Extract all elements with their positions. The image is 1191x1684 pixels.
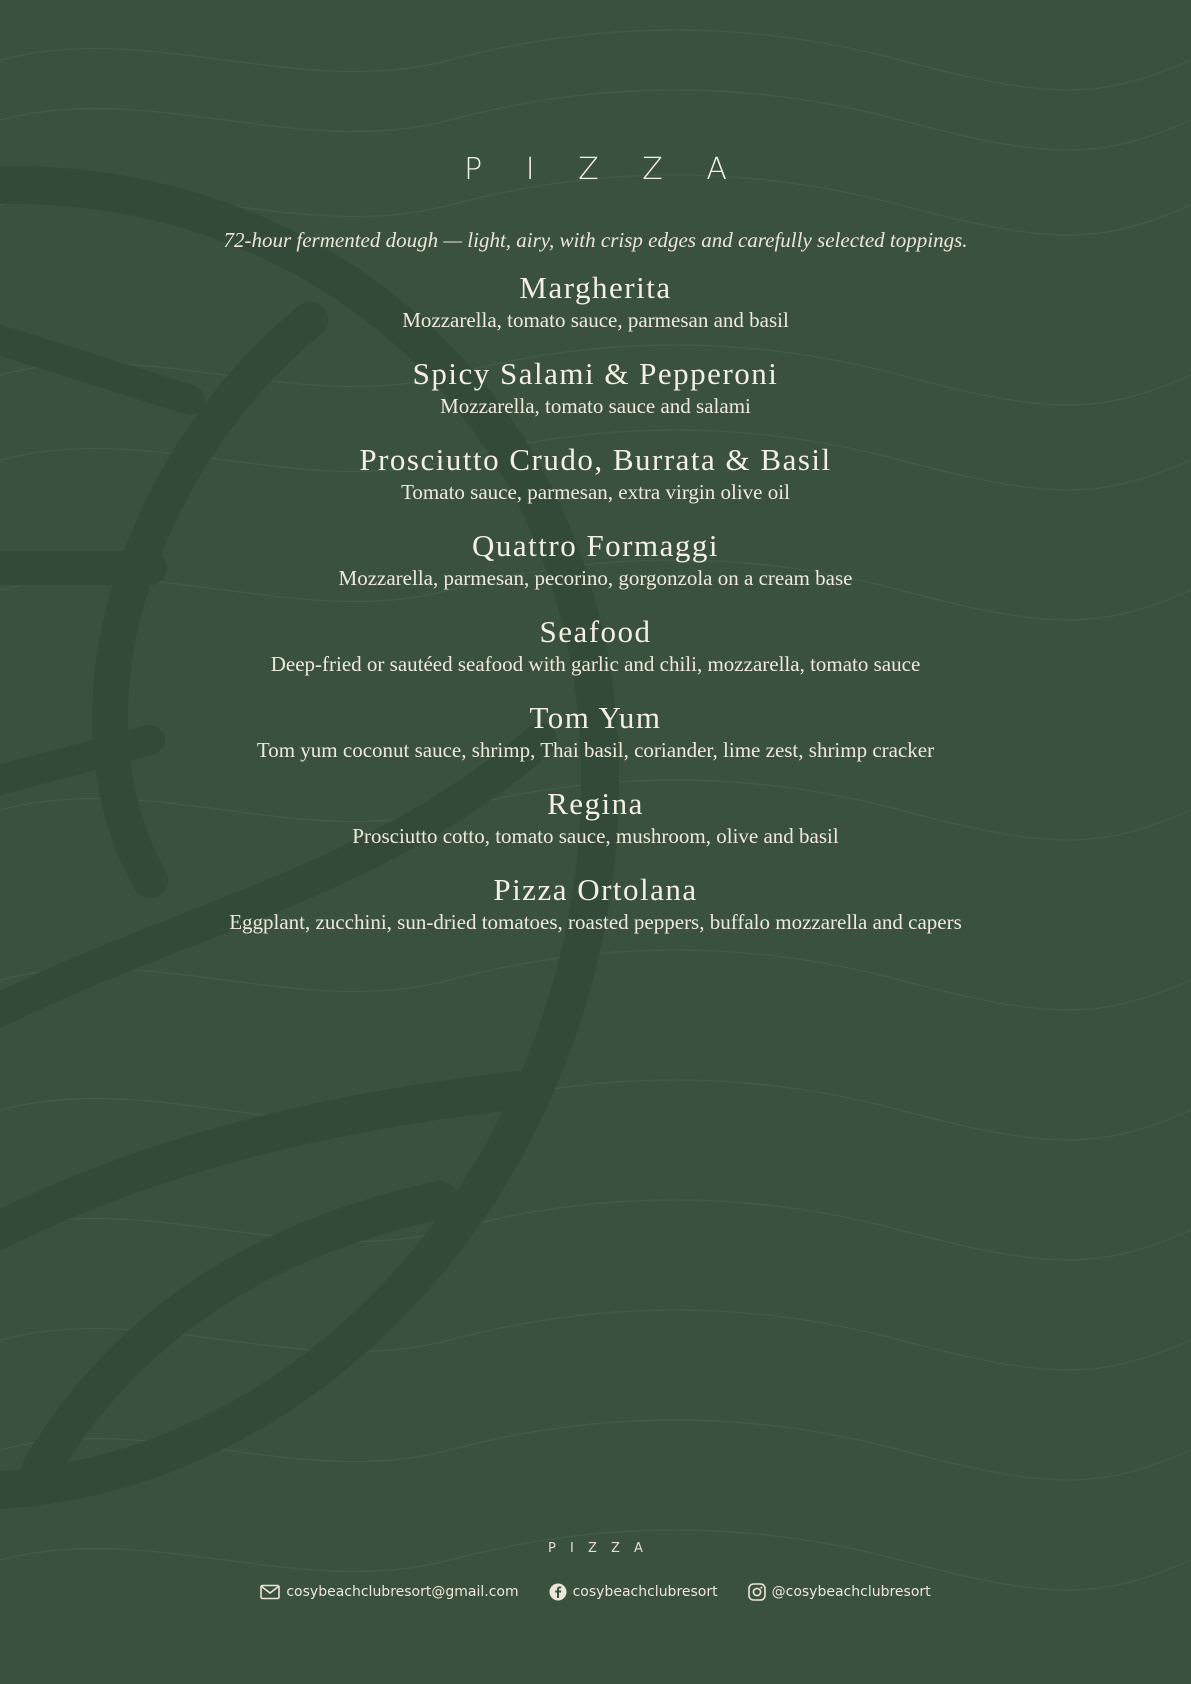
menu-item (0, 872, 1191, 958)
instagram-link[interactable]: @cosybeachclubresort (771, 1584, 931, 1600)
facebook-contact[interactable] (549, 1583, 718, 1601)
menu-item (0, 356, 1191, 442)
menu-item-name: Quattro Formaggi (472, 528, 719, 563)
page-title: P I Z Z A (464, 152, 744, 187)
menu-item-name: Regina (547, 786, 644, 821)
menu-item (0, 786, 1191, 872)
menu-item-description: Mozzarella, tomato sauce and salami (440, 394, 751, 418)
menu-item-name: Tom Yum (529, 700, 662, 735)
email-link[interactable]: cosybeachclubresort@gmail.com (286, 1584, 519, 1600)
menu-item (0, 270, 1191, 356)
menu-item (0, 614, 1191, 700)
footer-title: P I Z Z A (548, 1541, 648, 1556)
menu-item-description: Mozzarella, tomato sauce, parmesan and basil (402, 308, 789, 332)
facebook-icon (549, 1583, 567, 1601)
contact-bar (0, 1583, 1191, 1601)
menu-item-description: Tom yum coconut sauce, shrimp, Thai basil, coriander, lime zest, shrimp cracker (256, 738, 935, 762)
menu-item (0, 442, 1191, 528)
menu-item-description: Deep-fried or sautéed seafood with garlic and chili, mozzarella, tomato sauce (270, 652, 921, 676)
instagram-icon (748, 1583, 766, 1601)
menu-item-name: Spicy Salami & Pepperoni (412, 356, 779, 391)
menu-subtitle: 72-hour fermented dough — light, airy, with crisp edges and carefully selected toppings. (223, 228, 968, 252)
menu-item (0, 528, 1191, 614)
menu-item-description: Tomato sauce, parmesan, extra virgin olive oil (401, 480, 790, 504)
menu-item-description: Mozzarella, parmesan, pecorino, gorgonzola on a cream base (338, 566, 853, 590)
menu-item-name: Seafood (539, 614, 652, 649)
menu-item-description: Prosciutto cotto, tomato sauce, mushroom, olive and basil (352, 824, 839, 848)
email-contact[interactable] (260, 1583, 518, 1601)
menu-item-list (0, 270, 1191, 958)
menu-item-description: Eggplant, zucchini, sun-dried tomatoes, roasted peppers, buffalo mozzarella and capers (229, 910, 962, 934)
menu-item-name: Margherita (519, 270, 672, 305)
instagram-contact[interactable] (748, 1583, 931, 1601)
facebook-link[interactable]: cosybeachclubresort (572, 1584, 718, 1600)
menu-item (0, 700, 1191, 786)
mail-icon (260, 1584, 280, 1600)
menu-item-name: Prosciutto Crudo, Burrata & Basil (359, 442, 832, 477)
menu-item-name: Pizza Ortolana (493, 872, 698, 907)
